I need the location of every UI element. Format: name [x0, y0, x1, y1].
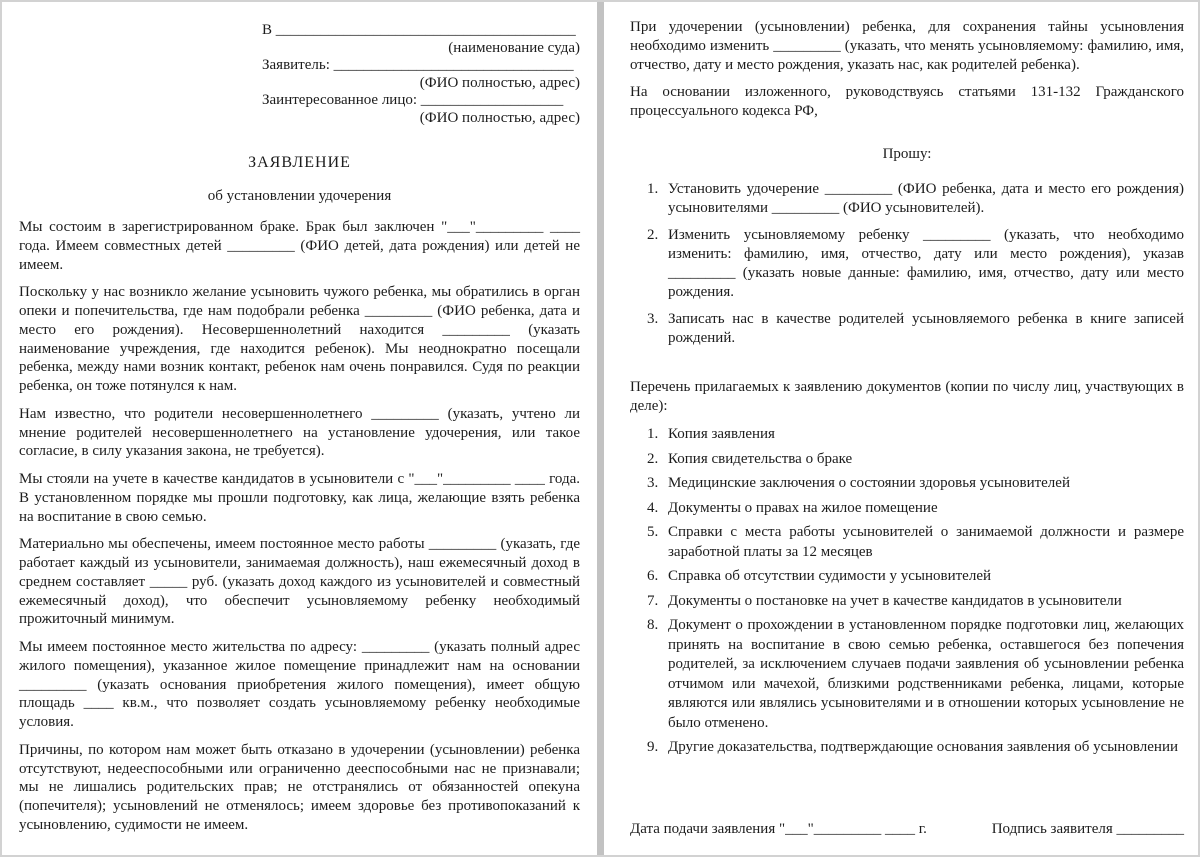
paragraph-no-obstacles: Причины, по котором нам может быть отказано в удочерении (усыновлении) ребенка отсутствуют, недееспособными или ограниченно дееспособными нас не признавали; мы не лишались родительских прав; не отстранялись от обязанностей опекуна (попечителя); усыновлений не отменялось; имеем здоровье без противопоказаний к усыновлению, судимости не имеем. [19, 741, 580, 833]
request-text: Записать нас в качестве родителей усыновляемого ребенка в книге записей рождений. [668, 311, 1184, 346]
attachments-intro: Перечень прилагаемых к заявлению документов (копии по числу лиц, участвующих в деле): [630, 378, 1184, 414]
paragraph-marriage-status: Мы состоим в зарегистрированном браке. Брак был заключен "___"_________ ____ года. Имеем совместных детей _________ (ФИО детей, дата рождения) или детей не имеем. [19, 219, 580, 273]
paragraph-candidate-registration: Мы стояли на учете в качестве кандидатов в усыновители с "___"_________ ____ года. В установленном порядке мы прошли подготовку, как лица, желающие взять ребенка на воспитание в свою семью. [19, 471, 580, 525]
request-number: 2. [647, 227, 659, 244]
request-item [630, 180, 1184, 218]
court-name-caption: (наименование суда) [448, 39, 580, 56]
attachment-text: Документ о прохождении в установленном порядке подготовки лиц, желающих принять на воспитание в свою семью ребенка, оставшегося без попечения родителей, за исключением случаев подачи заявления об усыновлении ребенка отчимом или мачехой, близкими родственниками ребенка, лицами, которые являются или являлись усыновителями и в отношении которых усыновление не было отменено. [668, 617, 1184, 731]
court-header-block [262, 22, 580, 127]
page-divider [597, 2, 604, 855]
request-text: Изменить усыновляемому ребенку _________ (указать, что необходимо изменить: фамилию, имя, отчество, дату или место рождения), указав _________ (указать новые данные: фамилию, имя, отчество, дату или место рождения. [668, 227, 1184, 300]
paragraph-legal-basis: На основании изложенного, руководствуясь статьями 131-132 Гражданского процессуального кодекса РФ, [630, 84, 1184, 119]
interested-person-blank: Заинтересованное лицо: ___________________ [262, 92, 564, 108]
paragraph-secrecy-change: При удочерении (усыновлении) ребенка, для сохранения тайны усыновления необходимо изменить _________ (указать, что менять усыновляемому: фамилию, имя, отчество, дату и место рождения, указать нас, как родителей ребенка). [630, 19, 1184, 73]
attachment-number: 1. [647, 426, 659, 443]
attachment-text: Справки с места работы усыновителей о занимаемой должности и размере заработной платы за 12 месяцев [668, 524, 1184, 560]
paragraph-child-selection: Поскольку у нас возникло желание усыновить чужого ребенка, мы обратились в орган опеки и попечительства, где нам подобрали ребенка _________ (ФИО ребенка, дата и место его рождения). Несовершеннолетний находится _________ (указать наименование учреждения, где находится ребенок). Мы неоднократно посещали ребенка, между нами возник контакт, ребенок нам очень понравился. Судя по реакции ребенка, он тоже потянулся к нам. [19, 284, 580, 394]
attachment-number: 9. [647, 739, 659, 756]
attachment-item [630, 474, 1184, 494]
attachment-text: Медицинские заключения о состоянии здоровья усыновителей [668, 475, 1070, 492]
request-text: Установить удочерение _________ (ФИО ребенка, дата и место его рождения) усыновителями _________ (ФИО усыновителей). [668, 180, 1184, 216]
paragraph-financial-status: Материально мы обеспечены, имеем постоянное место работы _________ (указать, где работает каждый из усыновители, занимаемая должность), наш ежемесячный доход в среднем составляет _____ руб. (указать доход каждого из усыновителей и совместный ежемесячный доход), что обеспечит усыновляемому ребенку необходимый прожиточный минимум. [19, 536, 580, 628]
request-number: 1. [647, 180, 659, 197]
attachment-number: 4. [647, 499, 659, 516]
attachment-text: Документы о правах на жилое помещение [668, 499, 938, 516]
paragraph-parents-consent: Нам известно, что родители несовершеннолетнего _________ (указать, учтено ли мнение родителей несовершеннолетнего на установление удочерения, или такое согласие, в силу указания закона, не требуется). [19, 405, 580, 460]
applicant-caption: (ФИО полностью, адрес) [419, 74, 580, 91]
document-footer [630, 820, 1184, 839]
attachment-text: Другие доказательства, подтверждающие основания заявления об усыновлении [668, 739, 1179, 756]
attachment-item [630, 425, 1184, 445]
document-subtitle: об установлении удочерения [207, 188, 392, 204]
attachment-item [630, 616, 1184, 733]
attachment-number: 6. [647, 568, 659, 585]
attachment-number: 5. [647, 524, 659, 541]
attachment-item [630, 738, 1184, 758]
attachment-text: Справка об отсутствии судимости у усыновителей [668, 568, 991, 585]
attachment-number: 3. [647, 475, 659, 492]
paragraph-residence: Мы имеем постоянное место жительства по адресу: _________ (указать полный адрес жилого помещения), указанное жилое помещение принадлежит нам на основании _________ (указать основания приобретения жилого помещения), имеет общую площадь ____ кв.м., что позволяет создать усыновляемому ребенку необходимые условия. [19, 639, 580, 730]
attachment-item [630, 450, 1184, 470]
attachment-text: Копия заявления [668, 426, 775, 443]
attachment-text: Документы о постановке на учет в качестве кандидатов в усыновители [668, 592, 1122, 609]
request-heading: Прошу: [882, 145, 932, 162]
request-item [630, 310, 1184, 348]
attachment-number: 8. [647, 617, 659, 634]
interested-person-caption: (ФИО полностью, адрес) [419, 109, 580, 126]
page-right [604, 2, 1198, 855]
signature-line: Подпись заявителя _________ [991, 821, 1184, 837]
filing-date-line: Дата подачи заявления "___"_________ ____ г. [630, 821, 927, 837]
page-left [2, 2, 597, 855]
attachment-item [630, 499, 1184, 519]
request-number: 3. [647, 311, 659, 328]
attachment-item [630, 592, 1184, 612]
attachment-text: Копия свидетельства о браке [668, 450, 853, 467]
attachment-item [630, 567, 1184, 587]
attachment-number: 2. [647, 450, 659, 467]
applicant-blank: Заявитель: ________________________________ [262, 57, 574, 73]
attachment-item [630, 523, 1184, 562]
document-title: ЗАЯВЛЕНИЕ [248, 154, 351, 171]
court-name-blank: В ________________________________________ [262, 22, 576, 38]
request-item [630, 226, 1184, 301]
attachment-number: 7. [647, 592, 659, 609]
